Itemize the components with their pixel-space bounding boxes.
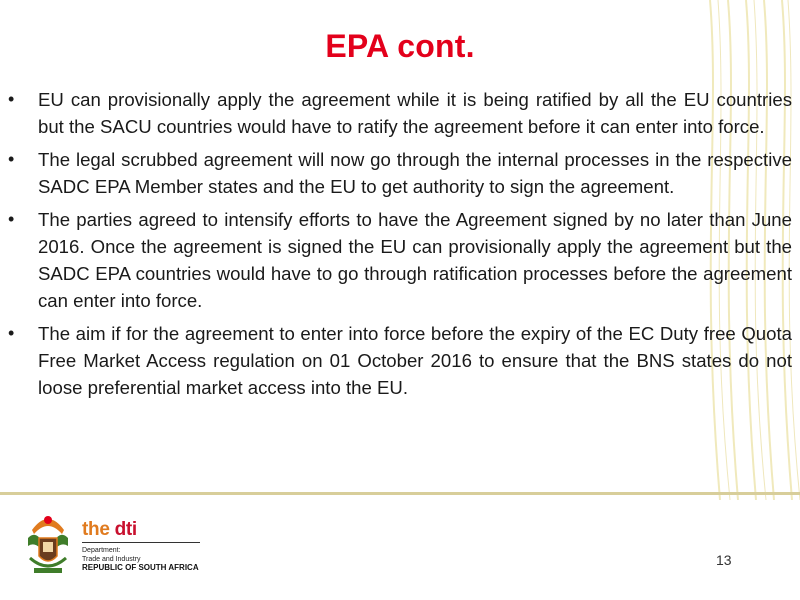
bullet-list [8,86,792,407]
bullet-text: The legal scrubbed agreement will now go through the internal processes in the respective SADC EPA Member states and the EU to get authority to sign the agreement. [38,149,792,197]
page-number: 13 [716,552,732,568]
bullet-item [8,206,792,314]
department-label [82,546,141,564]
bullet-dot-icon: • [8,149,15,169]
country-label: REPUBLIC OF SOUTH AFRICA [82,563,199,572]
department-line-2: Trade and Industry [82,556,141,563]
brand-name: dti [114,519,137,540]
bullet-item [8,146,792,200]
slide-title: EPA cont. [325,28,475,64]
bullet-text: EU can provisionally apply the agreement while it is being ratified by all the EU countries but the SACU countries would have to ratify the agreement before it can enter into force. [38,89,792,137]
brand-underline [82,542,200,543]
bullet-item [8,320,792,401]
bullet-text: The aim if for the agreement to enter into force before the expiry of the EC Duty free Quota Free Market Access regulation on 01 October 2016 to ensure that the BNS states do not loose preferential market access into the EU. [38,323,792,398]
bullet-text: The parties agreed to intensify efforts to have the Agreement signed by no later than June 2016. Once the agreement is signed the EU can provisionally apply the agreement but the SADC EPA countries would have to go through ratification processes before the agreement can enter into force. [38,209,792,311]
bullet-dot-icon: • [8,323,15,343]
bullet-item [8,86,792,140]
department-line-1: Department: [82,547,121,554]
brand-wordmark [82,519,137,541]
footer-divider [0,492,800,495]
brand-prefix: the [82,519,115,540]
bullet-dot-icon: • [8,209,15,229]
coat-of-arms-icon [22,508,74,578]
bullet-dot-icon: • [8,89,15,109]
